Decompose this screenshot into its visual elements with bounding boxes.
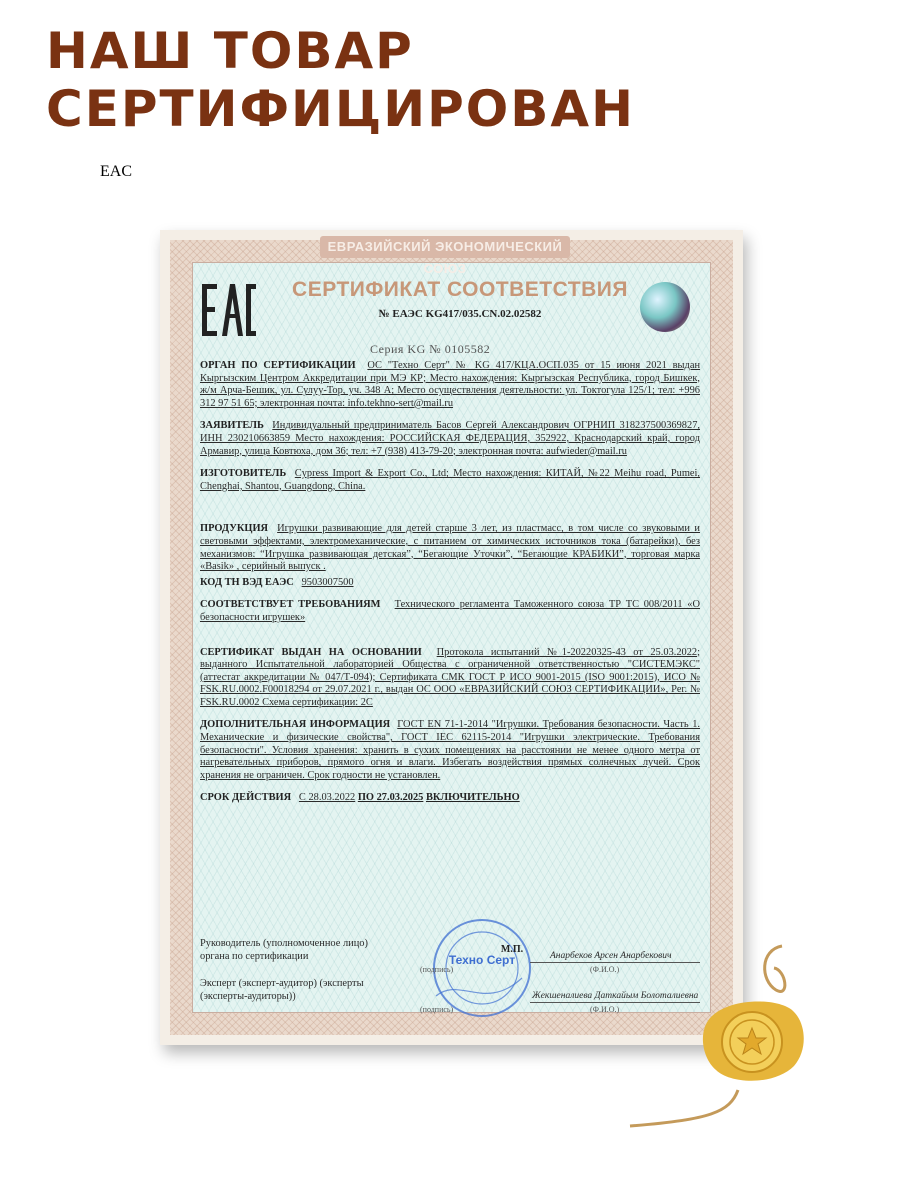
conformity-section <box>200 599 700 624</box>
head-name: Анарбеков Арсен Анарбекович <box>550 951 672 961</box>
validity-section <box>200 792 700 805</box>
validity-inclusive: ВКЛЮЧИТЕЛЬНО <box>425 792 520 804</box>
union-band: ЕВРАЗИЙСКИЙ ЭКОНОМИЧЕСКИЙ СОЮЗ <box>320 236 570 258</box>
certificate-content <box>200 360 700 805</box>
extra-info-text: ГОСТ EN 71-1-2014 "Игрушки. Требования безопасности. Часть 1. Механические и физические свойства", ГОСТ IEC 62115-2014 "Игрушки электрические. Требования безопасности". Условия хранения: хранить в сухих помещениях на расстоянии не менее одного метра от нагревательных приборов, прямого огня и влаги. Избегать воздействия прямых солнечных лучей. Срок хранения не ограничен. Срок годности не установлен. <box>200 719 700 781</box>
headline <box>46 22 635 138</box>
wax-seal <box>690 940 820 1140</box>
validity-from: С 28.03.2022 <box>298 792 356 804</box>
manufacturer-text: Cypress Import & Export Co., Ltd; Место нахождения: КИТАЙ, №22 Meihu road, Pumei, Chenghai, Shantou, Guangdong, China. <box>200 468 701 492</box>
applicant-section <box>200 420 700 458</box>
certificate-title: СЕРТИФИКАТ СООТВЕТСТВИЯ <box>292 278 628 301</box>
extra-info-label: ДОПОЛНИТЕЛЬНАЯ ИНФОРМАЦИЯ <box>200 719 391 731</box>
certificate-sheet <box>100 163 743 1045</box>
validity-to: ПО 27.03.2025 <box>357 792 424 804</box>
expert-name: Жекшеналиева Даткайым Болоталиевна <box>532 991 699 1001</box>
head-label: Руководитель (уполномоченное лицо) органа по сертификации <box>200 938 368 962</box>
eac-logo <box>100 163 258 344</box>
code-label: КОД ТН ВЭД ЕАЭС <box>200 576 294 588</box>
applicant-text: Индивидуальный предприниматель Басов Сергей Александрович ОГРНИП 318237500369827, ИНН 230210663859 Место нахождения: РОССИЙСКАЯ ФЕДЕРАЦИЯ, 352922, Краснодарский край, город Армавир, улица Ковтюха, дом 36; тел: +7 (938) 413-79-20; электронная почта: aufwieder@mail.ru <box>200 420 700 457</box>
code-section <box>200 577 700 590</box>
cert-body-section <box>200 360 700 410</box>
basis-text: Протокола испытаний №1-20220325-43 от 25.03.2022; выданного Испытательной лабораторией Общества с ограниченной ответственностью "СИСТЕМЭКС" (аттестат аккредитации № 047/Т-094); Сертификата СМК ГОСТ Р ИСО 9001-2015 (ISO 9001:2015), ИСО № FSK.RU.0002.F00018294 от 29.07.2021 г., выдан ОС ООО «ЕВРАЗИЙСКИЙ СОЮЗ СЕРТИФИКАЦИИ», Рег. № FSK.RU.0002 Схема сертификации: 2С <box>200 646 700 708</box>
basis-section <box>200 647 700 710</box>
expert-sign-line <box>530 1002 700 1003</box>
conformity-label: СООТВЕТСТВУЕТ ТРЕБОВАНИЯМ <box>200 599 381 611</box>
signatures <box>200 938 700 1018</box>
certificate-series: Серия KG № 0105582 <box>370 342 491 356</box>
head-sign-caption: (подпись) <box>420 965 454 974</box>
head-signature-row <box>200 938 700 978</box>
cert-body-label: ОРГАН ПО СЕРТИФИКАЦИИ <box>200 360 356 371</box>
hologram-sticker <box>640 282 690 332</box>
eac-logo-text: EAC <box>100 163 132 180</box>
headline-line-1: НАШ ТОВАР <box>46 22 414 80</box>
expert-label: Эксперт (эксперт-аудитор) (эксперты (эксперты-аудиторы)) <box>200 978 364 1002</box>
code-value: 9503007500 <box>301 576 354 588</box>
cert-body-text: ОС "Техно Серт" № KG 417/КЦА.ОСП.035 от 15 июня 2021 выдан Кыргызским Центром Аккредитации при МЭ КР; Место нахождения: Кыргызская Республика, город Бишкек, ж/м Арча-Бешик, ул. Сулуу-Тор, уч. 348 А; Место осуществления деятельности: ул. Токтогула 125/1; тел: +996 312 97 51 65; электронная почта: info.tekhno-sert@mail.ru <box>200 360 701 409</box>
basis-label: СЕРТИФИКАТ ВЫДАН НА ОСНОВАНИИ <box>200 646 422 658</box>
manufacturer-label: ИЗГОТОВИТЕЛЬ <box>200 468 287 480</box>
validity-label: СРОК ДЕЙСТВИЯ <box>200 792 292 804</box>
certificate-number: № ЕАЭС KG417/035.CN.02.02582 <box>378 308 542 320</box>
product-text: Игрушки развивающие для детей старше 3 лет, из пластмасс, в том числе со звуковыми и световыми эффектами, электромеханические, с питанием от химических источников тока (батарейки), без механизмов: “Игрушка развивающая детская”, “Бегающие Уточки”, “Бегающие КРАБИКИ”, торговая марка «Basik» , серийный выпуск . <box>200 523 700 573</box>
product-label: ПРОДУКЦИЯ <box>200 523 269 535</box>
expert-sign-caption: (подпись) <box>420 1005 454 1014</box>
head-sign-line <box>530 962 700 963</box>
stamp-mp: М.П. <box>500 944 524 955</box>
conformity-text: Технического регламента Таможенного союза ТР ТС 008/2011 «О безопасности игрушек» <box>200 599 700 623</box>
stamp-text: Техно Серт <box>448 953 516 967</box>
extra-info-section <box>200 719 700 782</box>
head-name-caption: (Ф.И.О.) <box>590 965 620 974</box>
expert-name-caption: (Ф.И.О.) <box>590 1005 620 1014</box>
manufacturer-section <box>200 468 700 493</box>
applicant-label: ЗАЯВИТЕЛЬ <box>200 420 264 432</box>
expert-signature-row <box>200 978 700 1018</box>
product-section <box>200 523 700 573</box>
headline-line-2: СЕРТИФИЦИРОВАН <box>46 80 635 138</box>
